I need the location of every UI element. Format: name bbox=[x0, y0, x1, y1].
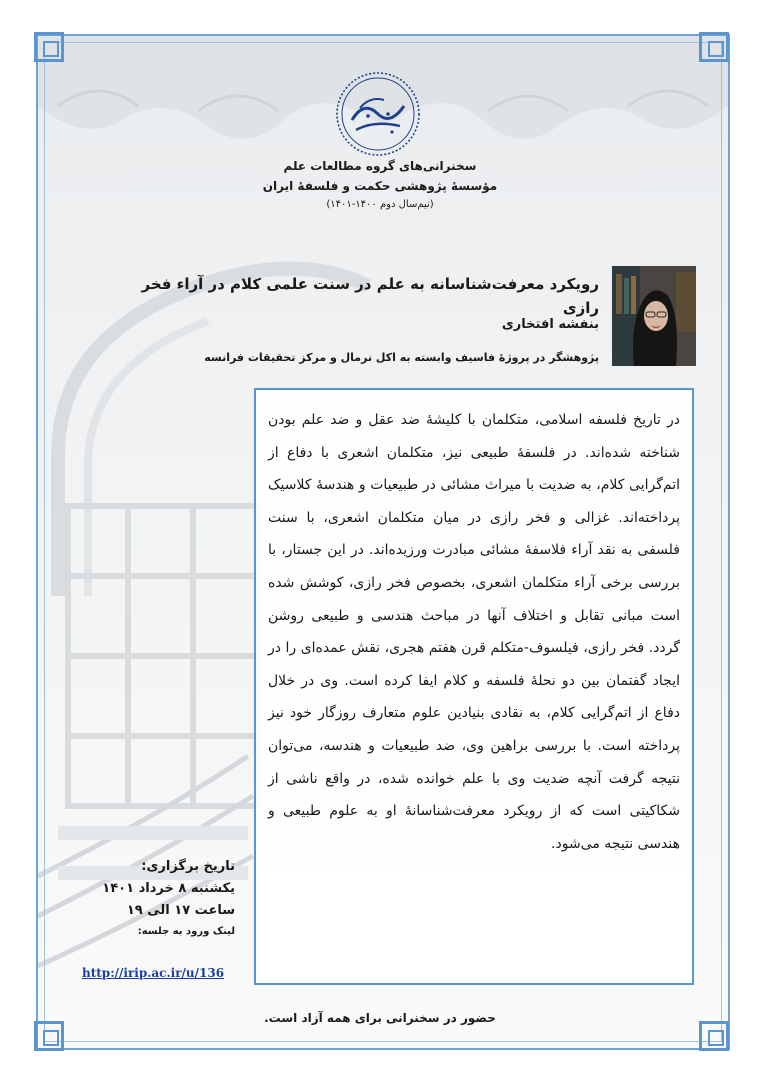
event-info bbox=[70, 856, 235, 942]
event-date: یکشنبه ۸ خرداد ۱۴۰۱ bbox=[102, 881, 235, 896]
corner-ornament-top-right bbox=[699, 32, 729, 62]
session-link[interactable]: http://irip.ac.ir/u/136 bbox=[82, 966, 225, 980]
speaker-affiliation: پژوهشگر در پروژهٔ فاسیف وابسته به اکل نرمال و مرکز تحقیقات فرانسه bbox=[204, 351, 599, 364]
speaker-name: بنفشه افتخاری bbox=[501, 317, 599, 332]
series-title: سخنرانی‌های گروه مطالعات علم bbox=[283, 159, 477, 173]
header-block bbox=[200, 156, 560, 214]
corner-ornament-top-left bbox=[34, 32, 64, 62]
institute-name: مؤسسهٔ پژوهشی حکمت و فلسفهٔ ایران bbox=[262, 179, 498, 193]
corner-ornament-bottom-right bbox=[699, 1021, 729, 1051]
institute-logo bbox=[334, 70, 422, 158]
speaker-photo bbox=[612, 266, 696, 366]
abstract-text: در تاریخ فلسفه اسلامی، متکلمان با کلیشهٔ ضد عقل و ضد علم بودن شناخته شده‌اند. در فلسفهٔ طبیعی نیز، متکلمان اشعری با دفاع از اتم‌گرایی کلام، به ضدیت با میراث مشائی در طبیعیات و هندسهٔ کلاسیک پرداخته‌اند. غزالی و فخر رازی در میان متکلمان اشعری، با سنت فلسفی به نقد آراء فلاسفهٔ مشائی مبادرت ورزیده‌اند. در این جستار، با بررسی برخی آراء متکلمان اشعری، بخصوص فخر رازی، کوشش شده است مبانی تقابل و اختلاف آنها در مباحث هندسی و طبیعی روشن گردد. فخر رازی، فیلسوف-متکلم قرن هفتم هجری، نقش عمده‌ای را در ایجاد گفتمان بین دو نحلهٔ فلسفه و کلام ایفا کرده است. وی در خلال دفاع از اتم‌گرایی کلام، به نقادی بنیادین علوم متعارف روزگار خود نیز پرداخته است. با بررسی براهین وی، ضد طبیعیات و هندسه، می‌توان نتیجه گرفت آنچه ضدیت وی با علم خوانده شده، در واقع ناشی از شکاکیتی است که از رویکرد معرفت‌شناسانهٔ او به علوم طبیعی و هندسی نتیجه می‌شود. bbox=[268, 412, 680, 852]
corner-ornament-bottom-left bbox=[34, 1021, 64, 1051]
event-time: ساعت ۱۷ الی ۱۹ bbox=[126, 903, 235, 918]
link-label: لینک ورود به جلسه: bbox=[137, 926, 235, 937]
date-label: تاریخ برگزاری: bbox=[141, 859, 235, 874]
semester-label: (نیم‌سال دوم ۱۴۰۰-۱۴۰۱) bbox=[326, 199, 434, 210]
talk-title: رویکرد معرفت‌شناسانه به علم در سنت علمی کلام در آراء فخر رازی bbox=[141, 275, 599, 317]
footer-note: حضور در سخنرانی برای همه آزاد است. bbox=[264, 1011, 496, 1025]
abstract-box bbox=[254, 388, 694, 985]
